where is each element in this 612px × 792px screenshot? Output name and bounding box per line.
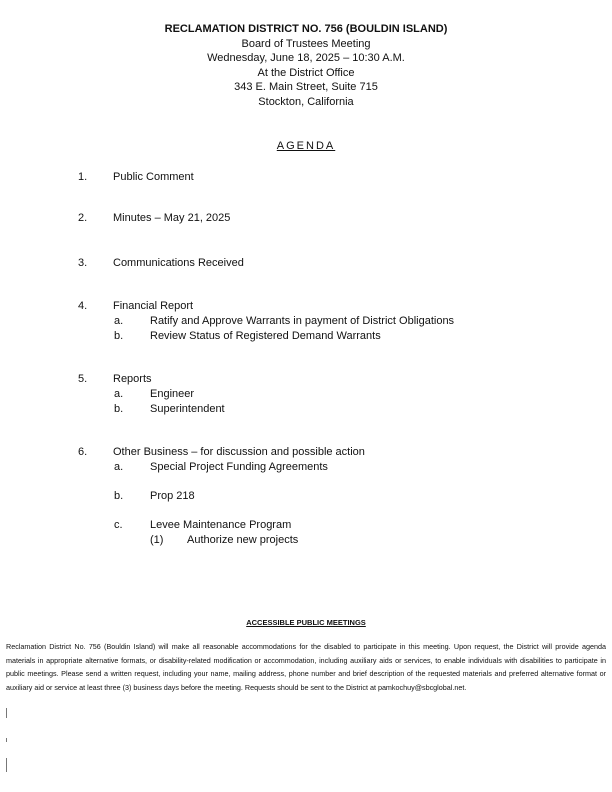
item-number: 5. xyxy=(78,373,88,385)
document-header xyxy=(0,22,612,110)
subsubitem-label: Authorize new projects xyxy=(187,534,299,546)
meeting-city: Stockton, California xyxy=(258,95,354,108)
item-number: 3. xyxy=(78,257,88,269)
item-label: Reports xyxy=(113,373,152,385)
item-label: Minutes – May 21, 2025 xyxy=(113,212,231,224)
item-number: 1. xyxy=(78,171,88,183)
subitem-letter: a. xyxy=(114,461,124,473)
subitem-label: Prop 218 xyxy=(150,490,195,502)
subitem-label: Superintendent xyxy=(150,403,225,415)
item-number: 2. xyxy=(78,212,88,224)
agenda-heading: AGENDA xyxy=(276,140,336,152)
subitem-letter: a. xyxy=(114,388,124,400)
district-title: RECLAMATION DISTRICT NO. 756 (BOULDIN ISLAND) xyxy=(164,23,448,35)
margin-mark xyxy=(6,738,7,742)
subitem-label: Special Project Funding Agreements xyxy=(150,461,328,473)
item-number: 6. xyxy=(78,446,88,458)
item-label: Other Business – for discussion and possible action xyxy=(113,446,365,458)
subitem-letter: b. xyxy=(114,403,124,415)
meeting-address: 343 E. Main Street, Suite 715 xyxy=(234,81,378,94)
subitem-label: Review Status of Registered Demand Warrants xyxy=(150,330,381,342)
margin-mark xyxy=(6,758,7,772)
meeting-datetime: Wednesday, June 18, 2025 – 10:30 A.M. xyxy=(207,52,405,65)
subitem-letter: b. xyxy=(114,490,124,502)
subsubitem-number: (1) xyxy=(150,534,164,546)
subitem-letter: b. xyxy=(114,330,124,342)
item-label: Public Comment xyxy=(113,171,194,183)
accessibility-heading: ACCESSIBLE PUBLIC MEETINGS xyxy=(246,618,366,627)
item-label: Financial Report xyxy=(113,300,194,312)
meeting-name: Board of Trustees Meeting xyxy=(241,37,371,50)
subitem-label: Levee Maintenance Program xyxy=(150,519,292,531)
item-label: Communications Received xyxy=(113,257,244,269)
subitem-letter: c. xyxy=(114,519,123,531)
subitem-label: Engineer xyxy=(150,388,195,400)
item-number: 4. xyxy=(78,300,88,312)
subitem-label: Ratify and Approve Warrants in payment of District Obligations xyxy=(150,315,455,327)
accessibility-notice: Reclamation District No. 756 (Bouldin Island) will make all reasonable accommodations for the disabled to participate in this meeting. Upon request, the District will provide agenda materials in appropriate alternative formats, or disability-related modification or accommodation, including auxiliary aids or services, to enable individuals with disabilities to participate in public meetings. Please send a written request, including your name, mailing address, phone number and brief description of the requested materials and preferred alternative format or auxiliary aid or service at least three (3) business days before the meeting. Requests should be sent to the District at pamkochuy@sbcglobal.net. xyxy=(6,642,606,692)
subitem-letter: a. xyxy=(114,315,124,327)
margin-mark xyxy=(6,708,7,718)
meeting-location: At the District Office xyxy=(257,66,355,79)
